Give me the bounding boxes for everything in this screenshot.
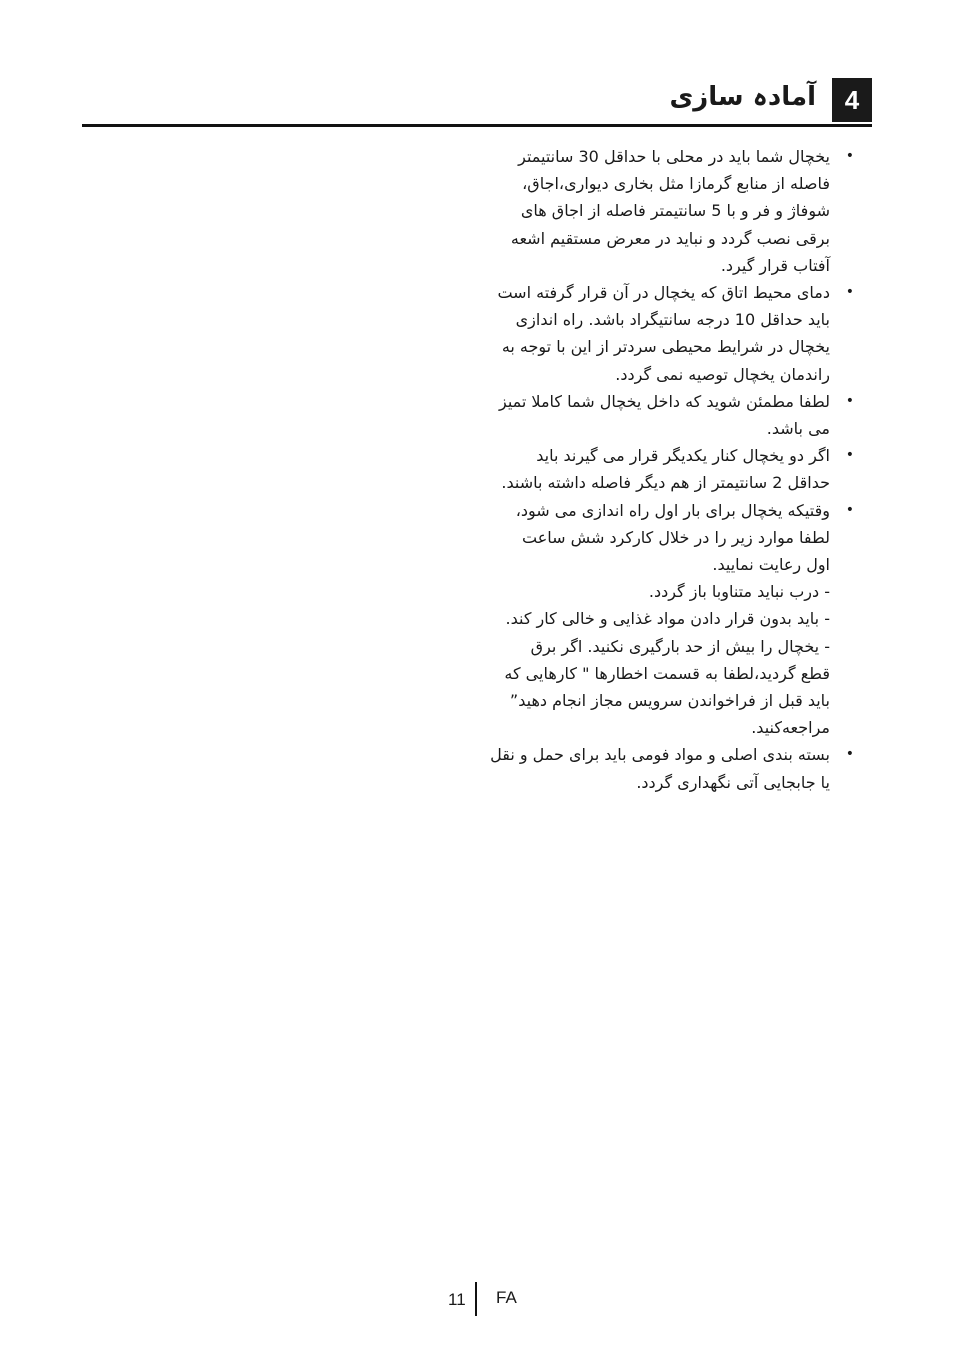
list-item bbox=[470, 279, 860, 388]
text-line: راندمان یخچال توصیه نمی گردد. bbox=[615, 364, 830, 384]
text-line: آفتاب قرار گیرد. bbox=[720, 255, 830, 275]
text-line: • اگر دو یخچال کنار یکدیگر قرار می گیرند باید bbox=[536, 446, 830, 466]
text-line: لطفا موارد زیر را در خلال کارکرد شش ساعت bbox=[521, 527, 830, 547]
text-line: باید حداقل 10 درجه سانتیگراد باشد. راه اندازی bbox=[515, 310, 830, 330]
text-line: - باید بدون قرار دادن مواد غذایی و خالی کار کند. bbox=[505, 609, 830, 629]
text-line: اول رعایت نمایید. bbox=[712, 555, 830, 575]
list-item bbox=[470, 741, 860, 795]
chapter-title: آمادہ سازی bbox=[669, 82, 816, 112]
text-line: شوفاژ و فر و با 5 سانتیمتر فاصله از اجاق های bbox=[520, 201, 830, 221]
page-number: 11 bbox=[448, 1290, 466, 1309]
chapter-header bbox=[82, 78, 872, 127]
chapter-number-badge: 4 bbox=[832, 78, 872, 122]
text-line: • وقتیکه یخچال برای بار اول راه اندازی می شود، bbox=[515, 500, 830, 520]
text-line: باید قبل از فراخواندن سرویس مجاز انجام دهید” bbox=[509, 691, 830, 711]
text-line: • یخچال شما باید در محلی با حداقل 30 سانتیمتر bbox=[518, 147, 830, 166]
list-item bbox=[470, 497, 860, 742]
text-line: فاصله از منابع گرمازا مثل بخاری دیواری،اجاق، bbox=[522, 174, 830, 194]
text-line: • دمای محیط اتاق که یخچال در آن قرار گرفته است bbox=[497, 283, 830, 303]
text-line: حداقل 2 سانتیمتر از هم دیگر فاصله داشته باشند. bbox=[501, 473, 830, 493]
instructions-content bbox=[470, 143, 860, 796]
text-line: • لطفا مطمئن شوید که داخل یخچال شما کاملا تمیز bbox=[498, 391, 830, 411]
instructions-list bbox=[470, 143, 860, 796]
language-code: FA bbox=[496, 1288, 517, 1307]
text-line: یخچال در شرایط محیطی سردتر از این با توجه به bbox=[501, 337, 830, 357]
text-line: یا جابجایی آتی نگهداری گردد. bbox=[636, 772, 830, 792]
list-item bbox=[470, 442, 860, 496]
text-line: برقی نصب گردد و نباید در معرض مستقیم اشعه bbox=[510, 228, 830, 248]
footer-divider bbox=[475, 1282, 477, 1316]
text-line: - یخچال را بیش از حد بارگیری نکنید. اگر برق bbox=[530, 636, 830, 656]
text-line: مراجعه‌کنید. bbox=[751, 718, 830, 738]
text-line: - درب نباید متناوبا باز گردد. bbox=[648, 582, 830, 602]
text-line: می باشد. bbox=[766, 419, 830, 439]
list-item bbox=[470, 388, 860, 442]
text-line: قطع گردید،لطفا به قسمت اخطارها " کارهایی که bbox=[504, 663, 830, 683]
text-line: • بسته بندی اصلی و مواد فومی باید برای حمل و نقل bbox=[490, 745, 830, 765]
list-item bbox=[470, 143, 860, 279]
